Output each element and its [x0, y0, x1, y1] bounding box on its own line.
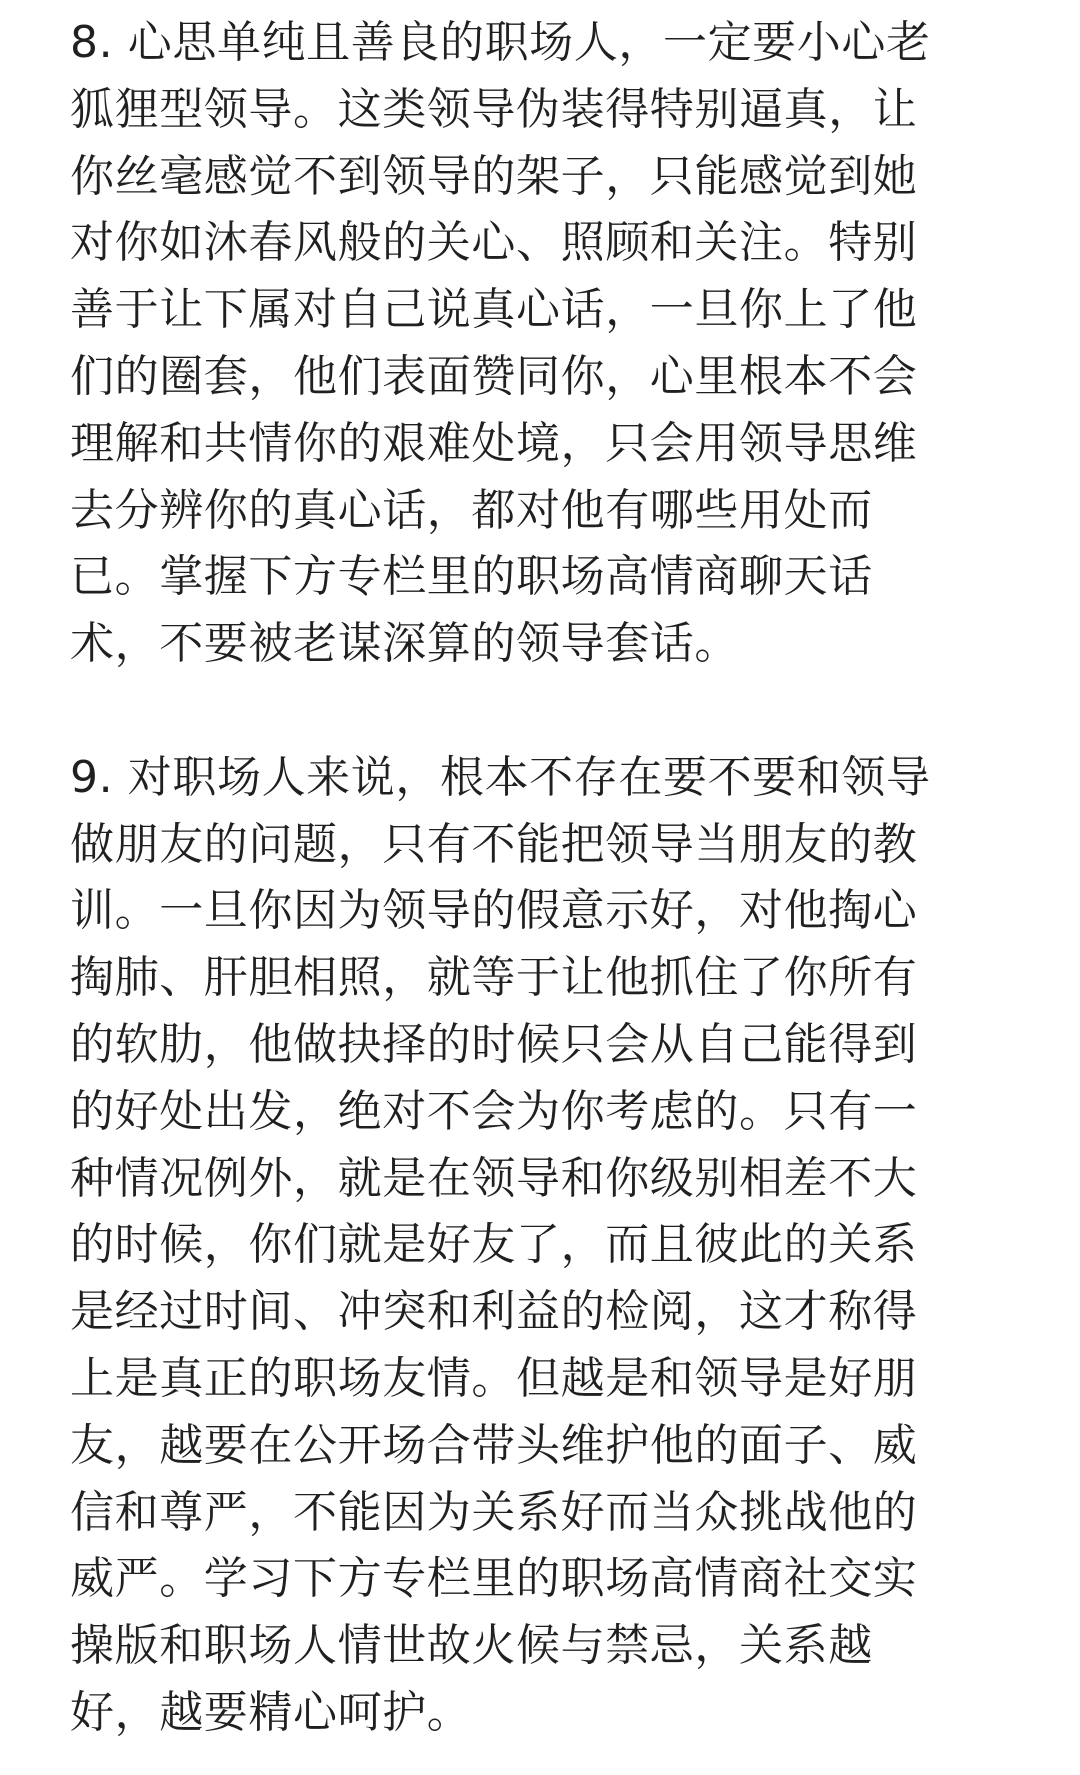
- text-line: 信和尊严，不能因为关系好而当众挑战他的: [70, 1486, 918, 1538]
- text-line: 你丝毫感觉不到领导的架子，只能感觉到她: [70, 150, 918, 202]
- text-line: 的好处出发，绝对不会为你考虑的。只有一: [70, 1085, 918, 1137]
- text-line: 好，越要精心呵护。: [70, 1686, 472, 1738]
- text-line: 威严。学习下方专栏里的职场高情商社交实: [70, 1553, 918, 1605]
- text-line: 对你如沐春风般的关心、照顾和关注。特别: [70, 217, 918, 269]
- text-line: 的软肋，他做抉择的时候只会从自己能得到: [70, 1018, 918, 1070]
- text-line: 操版和职场人情世故火候与禁忌，关系越: [70, 1620, 873, 1672]
- text-line: 狐狸型领导。这类领导伪装得特别逼真，让: [70, 83, 918, 135]
- text-line: 去分辨你的真心话，都对他有哪些用处而: [70, 484, 873, 536]
- text-line: 8. 心思单纯且善良的职场人，一定要小心老: [70, 17, 931, 68]
- text-line: 掏肺、肝胆相照，就等于让他抓住了你所有: [70, 952, 918, 1004]
- text-line: 9. 对职场人来说，根本不存在要不要和领导: [70, 751, 931, 803]
- text-line: 的时候，你们就是好友了，而且彼此的关系: [70, 1219, 918, 1271]
- text-line: 上是真正的职场友情。但越是和领导是好朋: [70, 1352, 918, 1404]
- text-line: 善于让下属对自己说真心话，一旦你上了他: [70, 284, 918, 336]
- text-line: 训。一旦你因为领导的假意示好，对他掏心: [70, 885, 918, 937]
- text-line: 已。掌握下方专栏里的职场高情商聊天话: [70, 551, 873, 603]
- text-line: 做朋友的问题，只有不能把领导当朋友的教: [70, 818, 918, 870]
- article-body: [70, 10, 1010, 1747]
- text-line: 友，越要在公开场合带头维护他的面子、威: [70, 1419, 918, 1471]
- paragraph-9: [70, 745, 1010, 1747]
- text-line: 种情况例外，就是在领导和你级别相差不大: [70, 1152, 918, 1204]
- text-line: 们的圈套，他们表面赞同你，心里根本不会: [70, 350, 918, 402]
- paragraph-spacer: [70, 678, 1010, 745]
- text-line: 理解和共情你的艰难处境，只会用领导思维: [70, 417, 918, 469]
- text-line: 是经过时间、冲突和利益的检阅，这才称得: [70, 1286, 918, 1338]
- paragraph-8: [70, 10, 1010, 678]
- text-line: 术，不要被老谋深算的领导套话。: [70, 618, 739, 670]
